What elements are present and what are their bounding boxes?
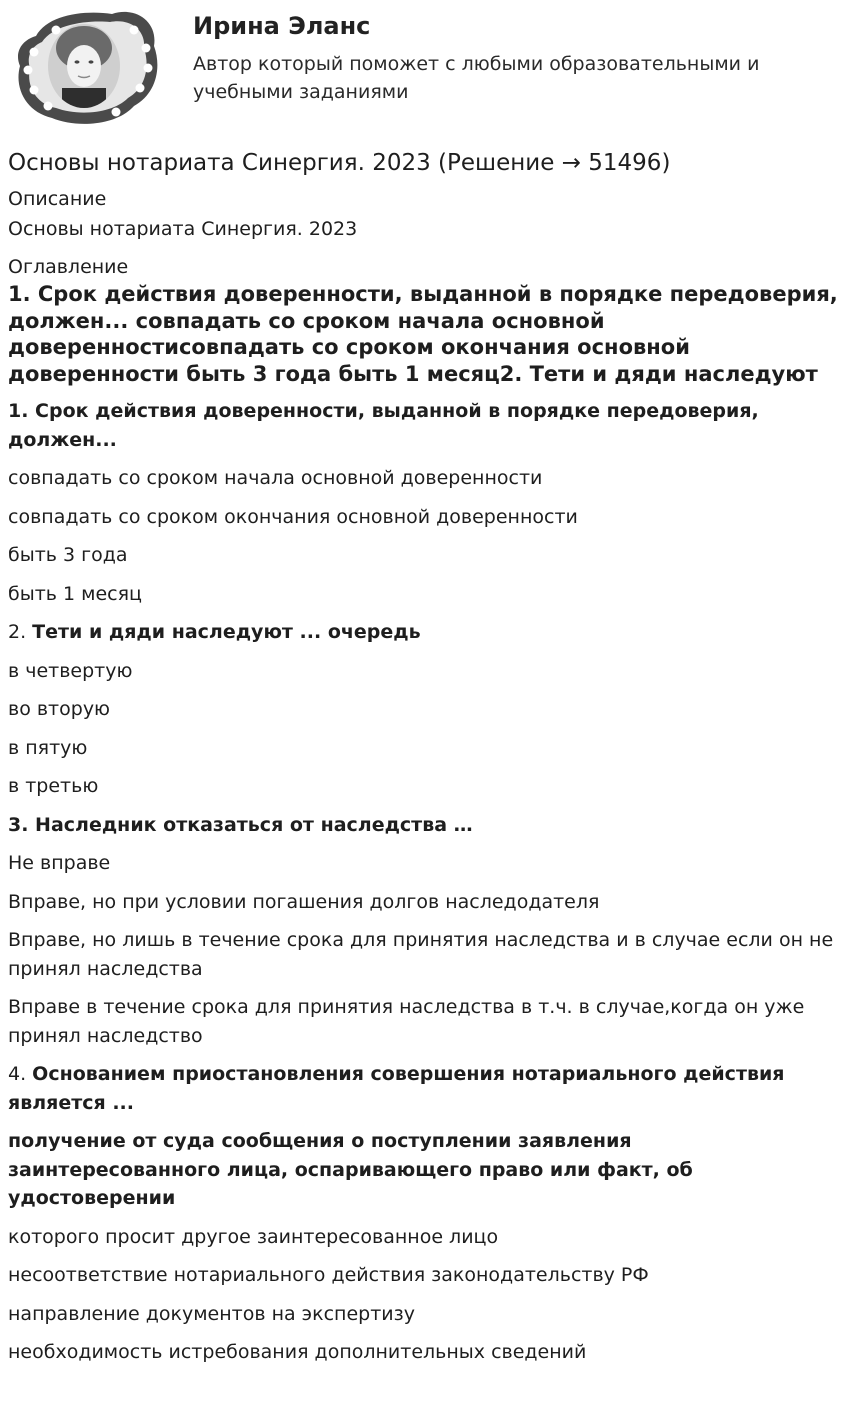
answer-option: совпадать со сроком начала основной доверенности [8, 467, 543, 489]
question-text: 1. Срок действия доверенности, выданной в порядке передоверия, должен... [8, 400, 759, 451]
question-text: 3. Наследник отказаться от наследства … [8, 813, 473, 836]
document-title: Основы нотариата Синергия. 2023 (Решение → 51496) [8, 150, 671, 176]
answer-option: совпадать со сроком окончания основной доверенности [8, 505, 578, 528]
answer-option: Вправе в течение срока для принятия наследства в т.ч. в случае,когда он уже принял наследство [8, 996, 805, 1047]
author-avatar [16, 8, 158, 126]
question-text: Основанием приостановления совершения нотариального действия является ... [8, 1063, 785, 1114]
question-number: 4. [8, 1063, 33, 1085]
answer-option: несоответствие нотариального действия законодательству РФ [8, 1264, 649, 1286]
answer-option: получение от суда сообщения о поступлении заявления заинтересованного лица, оспаривающего право или факт, об удостоверении [8, 1130, 693, 1209]
answer-option: в пятую [8, 736, 88, 759]
questions-list [8, 397, 839, 1367]
answer-option: в четвертую [8, 659, 133, 682]
question-2 [8, 618, 839, 647]
toc-label: Оглавление [8, 256, 129, 278]
question-1 [8, 397, 839, 454]
author-description: Автор который поможет с любыми образовательными и учебными заданиями [193, 53, 760, 103]
answer-option: которого просит другое заинтересованное лицо [8, 1225, 499, 1248]
author-name: Ирина Эланс [193, 12, 371, 40]
description-text: Основы нотариата Синергия. 2023 [8, 218, 358, 240]
author-header [8, 0, 839, 140]
answer-option: необходимость истребования дополнительных сведений [8, 1341, 587, 1363]
question-3 [8, 811, 839, 840]
answer-option: во вторую [8, 698, 111, 720]
answer-option: Вправе, но при условии погашения долгов наследодателя [8, 890, 600, 913]
question-number: 2. [8, 621, 33, 643]
answer-option: Вправе, но лишь в течение срока для принятия наследства и в случае если он не принял наследства [8, 929, 834, 980]
answer-option: в третью [8, 775, 99, 797]
answer-option: Не вправе [8, 852, 111, 874]
description-label: Описание [8, 188, 107, 210]
question-4 [8, 1060, 839, 1117]
answer-option: направление документов на экспертизу [8, 1302, 415, 1325]
toc-text: 1. Срок действия доверенности, выданной в порядке передоверия, должен... совпадать со сроком начала основной доверенностисовпадать со сроком окончания основной доверенности быть 3 года быть 1 месяц2. Тети и дяди наследуют [8, 282, 838, 386]
answer-option: быть 1 месяц [8, 582, 142, 605]
question-text: Тети и дяди наследуют ... очередь [32, 621, 421, 643]
answer-option: быть 3 года [8, 544, 128, 566]
